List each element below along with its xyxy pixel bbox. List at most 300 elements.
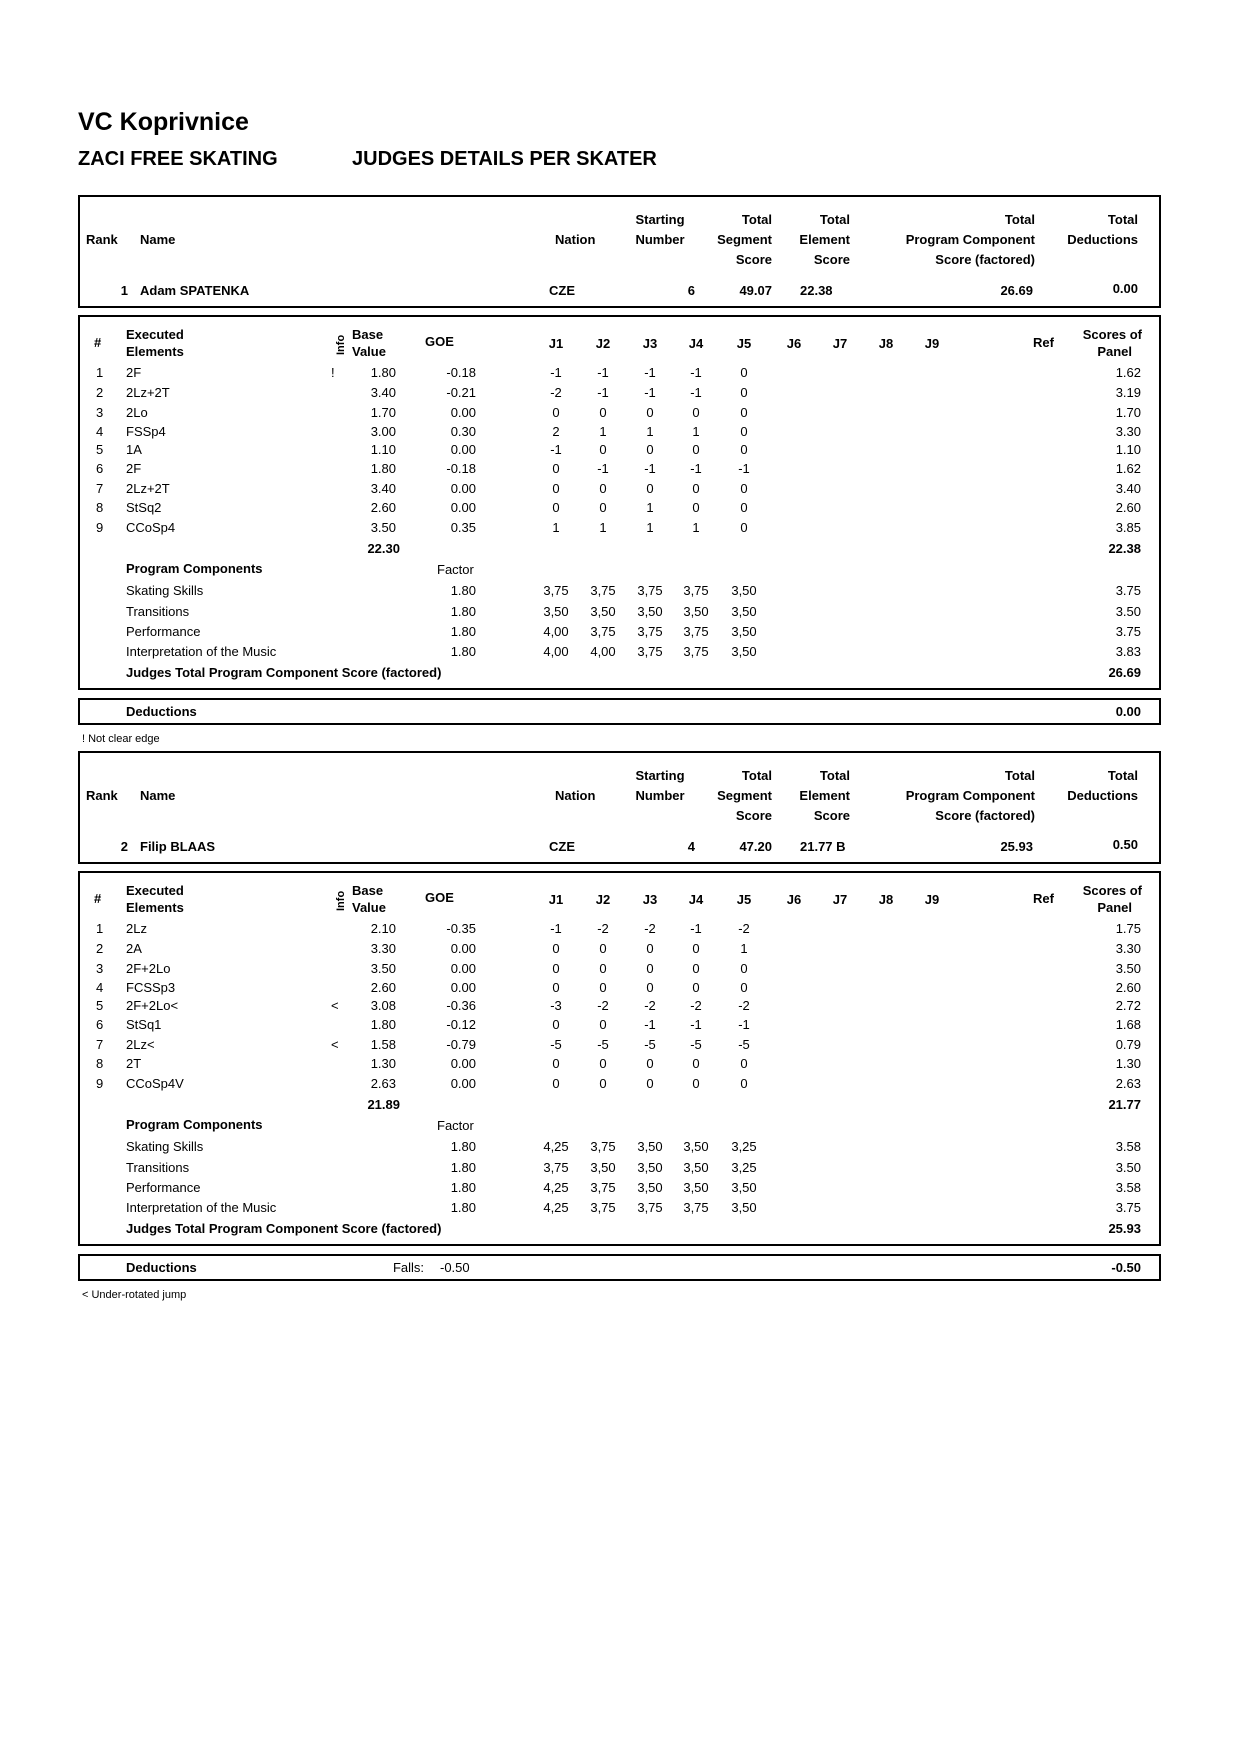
base-value: 1.10	[370, 442, 396, 457]
panel-header-2: Panel	[1097, 900, 1132, 915]
judge-score: 1	[599, 520, 607, 535]
rank-value: 2	[120, 839, 128, 854]
element-code: 2Lz+2T	[126, 481, 170, 496]
factor-header: Factor	[437, 1118, 474, 1133]
judge-score: 0	[692, 980, 700, 995]
start-number-value: 4	[687, 839, 695, 854]
component-factor: 1.80	[450, 1160, 476, 1175]
goe-header: GOE	[425, 890, 454, 905]
skater-name: Adam SPATENKA	[140, 283, 250, 298]
component-judge-score: 3,50	[543, 604, 569, 619]
judge-score: -1	[644, 1017, 656, 1032]
judge-score: 0	[599, 481, 607, 496]
judge-score: 0	[646, 961, 654, 976]
judge-score: 0	[646, 980, 654, 995]
judge-score: 0	[599, 1056, 607, 1071]
judge-score: 0	[740, 424, 748, 439]
component-factor: 1.80	[450, 1200, 476, 1215]
judge-score: 0	[740, 961, 748, 976]
ded-header-1: Total	[1107, 212, 1138, 227]
judge-header-6: J6	[786, 336, 802, 351]
judge-score: -1	[690, 385, 702, 400]
rank-header: Rank	[86, 232, 118, 247]
component-judge-score: 3,50	[731, 644, 757, 659]
component-factor: 1.80	[450, 624, 476, 639]
judge-score: 0	[740, 520, 748, 535]
deductions-box	[78, 1254, 1161, 1281]
judge-score: -1	[690, 1017, 702, 1032]
pcs-header-1: Total	[1004, 768, 1035, 783]
base-value: 1.30	[370, 1056, 396, 1071]
deduction-detail-label: Falls:	[392, 1260, 424, 1275]
judge-score: 0	[552, 1076, 560, 1091]
judge-header-8: J8	[878, 892, 894, 907]
panel-score: 1.70	[1115, 405, 1141, 420]
name-header: Name	[140, 788, 176, 803]
element-number: 6	[96, 1017, 104, 1032]
num-header: #	[94, 891, 102, 906]
element-code: FCSSp3	[126, 980, 176, 995]
deductions-box	[78, 698, 1161, 725]
judge-score: 1	[552, 520, 560, 535]
judge-score: -1	[738, 1017, 750, 1032]
judge-score: 0	[646, 1056, 654, 1071]
number-header: Number	[635, 788, 685, 803]
judge-score: -1	[550, 921, 562, 936]
element-number: 4	[96, 424, 104, 439]
judge-score: 0	[552, 1056, 560, 1071]
tss-header-3: Score	[735, 808, 772, 823]
base-value: 3.50	[370, 520, 396, 535]
component-name: Interpretation of the Music	[126, 1200, 277, 1215]
element-number: 2	[96, 941, 104, 956]
goe-value: 0.35	[450, 520, 476, 535]
judge-score: 0	[599, 961, 607, 976]
element-code: 2Lz<	[126, 1037, 155, 1052]
tss-header-1: Total	[741, 768, 772, 783]
judge-score: 0	[740, 500, 748, 515]
pc-total-label: Judges Total Program Component Score (factored)	[126, 1221, 442, 1236]
panel-score: 3.19	[1115, 385, 1141, 400]
element-number: 9	[96, 1076, 104, 1091]
element-code: CCoSp4	[126, 520, 176, 535]
base-value: 3.00	[370, 424, 396, 439]
tes-header-3: Score	[813, 252, 850, 267]
judge-score: -3	[550, 998, 562, 1013]
judge-header-4: J4	[688, 892, 704, 907]
judge-score: -2	[597, 921, 609, 936]
pcs-header-3: Score (factored)	[935, 808, 1035, 823]
judge-score: 0	[552, 941, 560, 956]
pcs-header-2: Program Component	[905, 788, 1035, 803]
pcs-header-2: Program Component	[905, 232, 1035, 247]
judge-score: -1	[550, 442, 562, 457]
tss-header-2: Segment	[717, 232, 772, 247]
base-header-2: Value	[352, 900, 386, 915]
judge-score: -2	[644, 921, 656, 936]
base-value: 1.80	[370, 1017, 396, 1032]
element-number: 5	[96, 998, 104, 1013]
component-judge-score: 3,75	[637, 583, 663, 598]
tes-header-1: Total	[819, 212, 850, 227]
element-number: 5	[96, 442, 104, 457]
element-number: 1	[96, 921, 104, 936]
ref-header: Ref	[1033, 891, 1054, 906]
panel-score: 1.68	[1115, 1017, 1141, 1032]
judge-score: 0	[692, 405, 700, 420]
judge-score: 0	[692, 1076, 700, 1091]
element-number: 3	[96, 405, 104, 420]
element-info: <	[331, 1037, 339, 1052]
component-judge-score: 3,50	[590, 604, 616, 619]
judge-header-4: J4	[688, 336, 704, 351]
judge-score: 0	[646, 405, 654, 420]
executed-header-1: Executed	[126, 327, 184, 342]
component-judge-score: 3,75	[683, 644, 709, 659]
element-info: !	[331, 365, 335, 380]
component-panel-score: 3.58	[1115, 1139, 1141, 1154]
ded-value: 0.50	[1112, 837, 1138, 852]
judge-score: 0	[599, 941, 607, 956]
judge-score: 0	[740, 481, 748, 496]
panel-score: 1.30	[1115, 1056, 1141, 1071]
component-factor: 1.80	[450, 644, 476, 659]
pc-total-value: 26.69	[1108, 665, 1141, 680]
panel-score: 2.72	[1115, 998, 1141, 1013]
judge-header-3: J3	[642, 892, 658, 907]
deductions-label: Deductions	[126, 704, 197, 719]
judge-score: 1	[740, 941, 748, 956]
base-value: 3.40	[370, 385, 396, 400]
element-number: 2	[96, 385, 104, 400]
judge-header-5: J5	[736, 336, 752, 351]
panel-score: 3.30	[1115, 941, 1141, 956]
element-number: 1	[96, 365, 104, 380]
deductions-label: Deductions	[126, 1260, 197, 1275]
component-judge-score: 3,50	[637, 1139, 663, 1154]
ref-header: Ref	[1033, 335, 1054, 350]
component-judge-score: 3,50	[683, 1180, 709, 1195]
goe-header: GOE	[425, 334, 454, 349]
panel-score: 2.63	[1115, 1076, 1141, 1091]
judge-score: 1	[692, 520, 700, 535]
panel-header-2: Panel	[1097, 344, 1132, 359]
tss-header-1: Total	[741, 212, 772, 227]
pcs-value: 25.93	[1000, 839, 1033, 854]
judge-score: -1	[644, 385, 656, 400]
skater-name: Filip BLAAS	[140, 839, 216, 854]
element-code: 2F	[126, 461, 142, 476]
goe-value: 0.00	[450, 980, 476, 995]
component-panel-score: 3.50	[1115, 604, 1141, 619]
base-value: 2.10	[370, 921, 396, 936]
judge-score: 0	[740, 385, 748, 400]
tes-value: 21.77 B	[800, 839, 846, 854]
goe-value: -0.35	[446, 921, 476, 936]
element-code: 2Lz+2T	[126, 385, 170, 400]
tss-value: 49.07	[739, 283, 772, 298]
judge-score: 0	[552, 461, 560, 476]
judge-score: 0	[692, 961, 700, 976]
base-value-total: 21.89	[367, 1097, 400, 1112]
judge-score: -2	[738, 921, 750, 936]
base-value: 1.70	[370, 405, 396, 420]
pc-total-label: Judges Total Program Component Score (factored)	[126, 665, 442, 680]
element-code: 2T	[126, 1056, 142, 1071]
judge-score: -2	[738, 998, 750, 1013]
judge-score: -5	[550, 1037, 562, 1052]
base-value: 1.80	[370, 365, 396, 380]
judge-score: 0	[646, 481, 654, 496]
element-code: 2F+2Lo<	[126, 998, 179, 1013]
judge-score: -1	[597, 385, 609, 400]
component-factor: 1.80	[450, 583, 476, 598]
component-judge-score: 3,75	[637, 624, 663, 639]
judge-score: 1	[646, 520, 654, 535]
element-code: FSSp4	[126, 424, 166, 439]
goe-value: 0.00	[450, 1056, 476, 1071]
judge-score: 0	[599, 1017, 607, 1032]
judge-score: -2	[597, 998, 609, 1013]
judge-header-2: J2	[595, 892, 611, 907]
judge-header-7: J7	[832, 336, 848, 351]
component-judge-score: 3,50	[731, 604, 757, 619]
element-number: 7	[96, 1037, 104, 1052]
panel-score: 1.62	[1115, 461, 1141, 476]
nation-value: CZE	[549, 283, 575, 298]
component-judge-score: 3,25	[731, 1139, 757, 1154]
goe-value: 0.00	[450, 481, 476, 496]
component-judge-score: 3,75	[683, 1200, 709, 1215]
factor-header: Factor	[437, 562, 474, 577]
element-number: 8	[96, 1056, 104, 1071]
goe-value: 0.00	[450, 941, 476, 956]
component-judge-score: 3,50	[731, 1180, 757, 1195]
ded-header-2: Deductions	[1067, 232, 1138, 247]
judge-score: 0	[646, 941, 654, 956]
goe-value: 0.00	[450, 961, 476, 976]
element-number: 9	[96, 520, 104, 535]
rank-header: Rank	[86, 788, 118, 803]
panel-score: 3.50	[1115, 961, 1141, 976]
component-panel-score: 3.75	[1115, 624, 1141, 639]
element-code: 2F	[126, 365, 142, 380]
judge-header-1: J1	[548, 892, 564, 907]
component-name: Transitions	[126, 604, 190, 619]
element-number: 4	[96, 980, 104, 995]
judge-score: 0	[552, 961, 560, 976]
element-number: 3	[96, 961, 104, 976]
component-judge-score: 3,50	[637, 1160, 663, 1175]
judge-score: -5	[690, 1037, 702, 1052]
pc-total-value: 25.93	[1108, 1221, 1141, 1236]
judge-score: 0	[740, 1056, 748, 1071]
component-judge-score: 4,25	[543, 1139, 569, 1154]
base-value: 2.60	[370, 500, 396, 515]
goe-value: 0.00	[450, 1076, 476, 1091]
panel-score: 3.85	[1115, 520, 1141, 535]
component-judge-score: 3,50	[637, 1180, 663, 1195]
panel-score: 3.40	[1115, 481, 1141, 496]
judge-score: 0	[599, 1076, 607, 1091]
nation-header: Nation	[555, 788, 596, 803]
judge-score: 0	[692, 500, 700, 515]
base-header-1: Base	[352, 883, 384, 898]
tes-value: 22.38	[800, 283, 833, 298]
num-header: #	[94, 335, 102, 350]
component-judge-score: 3,75	[590, 1180, 616, 1195]
goe-value: -0.79	[446, 1037, 476, 1052]
tes-header-1: Total	[819, 768, 850, 783]
base-value: 1.80	[370, 461, 396, 476]
judge-header-3: J3	[642, 336, 658, 351]
component-judge-score: 4,00	[543, 644, 569, 659]
judge-score: -1	[550, 365, 562, 380]
goe-value: 0.00	[450, 500, 476, 515]
base-value: 3.30	[370, 941, 396, 956]
report-title: JUDGES DETAILS PER SKATER	[352, 148, 657, 170]
executed-header-1: Executed	[126, 883, 184, 898]
ded-header-1: Total	[1107, 768, 1138, 783]
judge-score: 0	[740, 442, 748, 457]
tes-header-3: Score	[813, 808, 850, 823]
component-panel-score: 3.58	[1115, 1180, 1141, 1195]
judge-score: 0	[552, 500, 560, 515]
panel-total: 21.77	[1108, 1097, 1141, 1112]
judge-score: -1	[644, 461, 656, 476]
name-header: Name	[140, 232, 176, 247]
component-judge-score: 3,50	[683, 604, 709, 619]
judge-score: 0	[692, 481, 700, 496]
judge-score: 0	[692, 1056, 700, 1071]
judge-score: 1	[692, 424, 700, 439]
judge-header-9: J9	[924, 336, 940, 351]
tss-header-3: Score	[735, 252, 772, 267]
component-name: Performance	[126, 624, 201, 639]
element-code: CCoSp4V	[126, 1076, 184, 1091]
panel-score: 1.62	[1115, 365, 1141, 380]
component-name: Performance	[126, 1180, 201, 1195]
element-code: 1A	[126, 442, 142, 457]
component-judge-score: 3,50	[590, 1160, 616, 1175]
component-judge-score: 3,50	[637, 604, 663, 619]
component-judge-score: 3,75	[637, 1200, 663, 1215]
base-value: 2.63	[370, 1076, 396, 1091]
nation-value: CZE	[549, 839, 575, 854]
judge-score: -1	[690, 461, 702, 476]
component-judge-score: 3,50	[731, 624, 757, 639]
legend-note: < Under-rotated jump	[82, 1289, 187, 1301]
component-name: Skating Skills	[126, 1139, 204, 1154]
base-header-1: Base	[352, 327, 384, 342]
component-name: Interpretation of the Music	[126, 644, 277, 659]
goe-value: 0.00	[450, 405, 476, 420]
executed-header-2: Elements	[126, 900, 184, 915]
goe-value: -0.12	[446, 1017, 476, 1032]
judge-score: 0	[692, 442, 700, 457]
tes-header-2: Element	[799, 788, 850, 803]
component-panel-score: 3.50	[1115, 1160, 1141, 1175]
base-value: 3.50	[370, 961, 396, 976]
judge-score: 0	[599, 405, 607, 420]
judge-header-2: J2	[595, 336, 611, 351]
component-factor: 1.80	[450, 1180, 476, 1195]
element-code: 2F+2Lo	[126, 961, 171, 976]
judge-header-9: J9	[924, 892, 940, 907]
judge-score: 1	[646, 424, 654, 439]
event-title: VC Koprivnice	[78, 108, 249, 136]
component-name: Transitions	[126, 1160, 190, 1175]
judge-score: 1	[646, 500, 654, 515]
panel-score: 1.10	[1115, 442, 1141, 457]
pcs-header-3: Score (factored)	[935, 252, 1035, 267]
panel-score: 2.60	[1115, 500, 1141, 515]
pcs-header-1: Total	[1004, 212, 1035, 227]
panel-score: 2.60	[1115, 980, 1141, 995]
tss-header-2: Segment	[717, 788, 772, 803]
component-judge-score: 4,25	[543, 1180, 569, 1195]
legend-note: ! Not clear edge	[82, 733, 160, 745]
judge-score: 0	[599, 500, 607, 515]
base-value: 2.60	[370, 980, 396, 995]
tes-header-2: Element	[799, 232, 850, 247]
panel-header-1: Scores of	[1082, 883, 1142, 898]
judge-score: 0	[740, 980, 748, 995]
element-number: 8	[96, 500, 104, 515]
element-code: StSq1	[126, 1017, 162, 1032]
judge-score: -1	[690, 365, 702, 380]
ded-header-2: Deductions	[1067, 788, 1138, 803]
element-number: 7	[96, 481, 104, 496]
judge-score: 0	[646, 442, 654, 457]
ded-value: 0.00	[1112, 281, 1138, 296]
judge-score: -2	[690, 998, 702, 1013]
deduction-detail-value: -0.50	[440, 1260, 470, 1275]
program-components-header: Program Components	[126, 561, 263, 576]
judge-score: -2	[644, 998, 656, 1013]
goe-value: 0.30	[450, 424, 476, 439]
component-judge-score: 3,50	[683, 1139, 709, 1154]
judge-score: -1	[597, 365, 609, 380]
component-judge-score: 3,25	[731, 1160, 757, 1175]
judge-score: 0	[740, 1076, 748, 1091]
judge-score: 0	[552, 980, 560, 995]
component-judge-score: 3,75	[683, 583, 709, 598]
component-judge-score: 4,00	[543, 624, 569, 639]
component-name: Skating Skills	[126, 583, 204, 598]
judge-score: -1	[644, 365, 656, 380]
element-code: 2A	[126, 941, 142, 956]
component-factor: 1.80	[450, 1139, 476, 1154]
judge-score: 1	[599, 424, 607, 439]
judge-score: 0	[599, 442, 607, 457]
goe-value: -0.21	[446, 385, 476, 400]
judge-header-8: J8	[878, 336, 894, 351]
panel-total: 22.38	[1108, 541, 1141, 556]
component-panel-score: 3.75	[1115, 583, 1141, 598]
base-value: 3.08	[370, 998, 396, 1013]
rank-value: 1	[120, 283, 128, 298]
judge-score: 0	[692, 941, 700, 956]
component-factor: 1.80	[450, 604, 476, 619]
number-header: Number	[635, 232, 685, 247]
component-judge-score: 3,75	[543, 583, 569, 598]
component-judge-score: 3,75	[683, 624, 709, 639]
goe-value: -0.18	[446, 365, 476, 380]
component-panel-score: 3.83	[1115, 644, 1141, 659]
program-components-header: Program Components	[126, 1117, 263, 1132]
judge-score: -5	[738, 1037, 750, 1052]
